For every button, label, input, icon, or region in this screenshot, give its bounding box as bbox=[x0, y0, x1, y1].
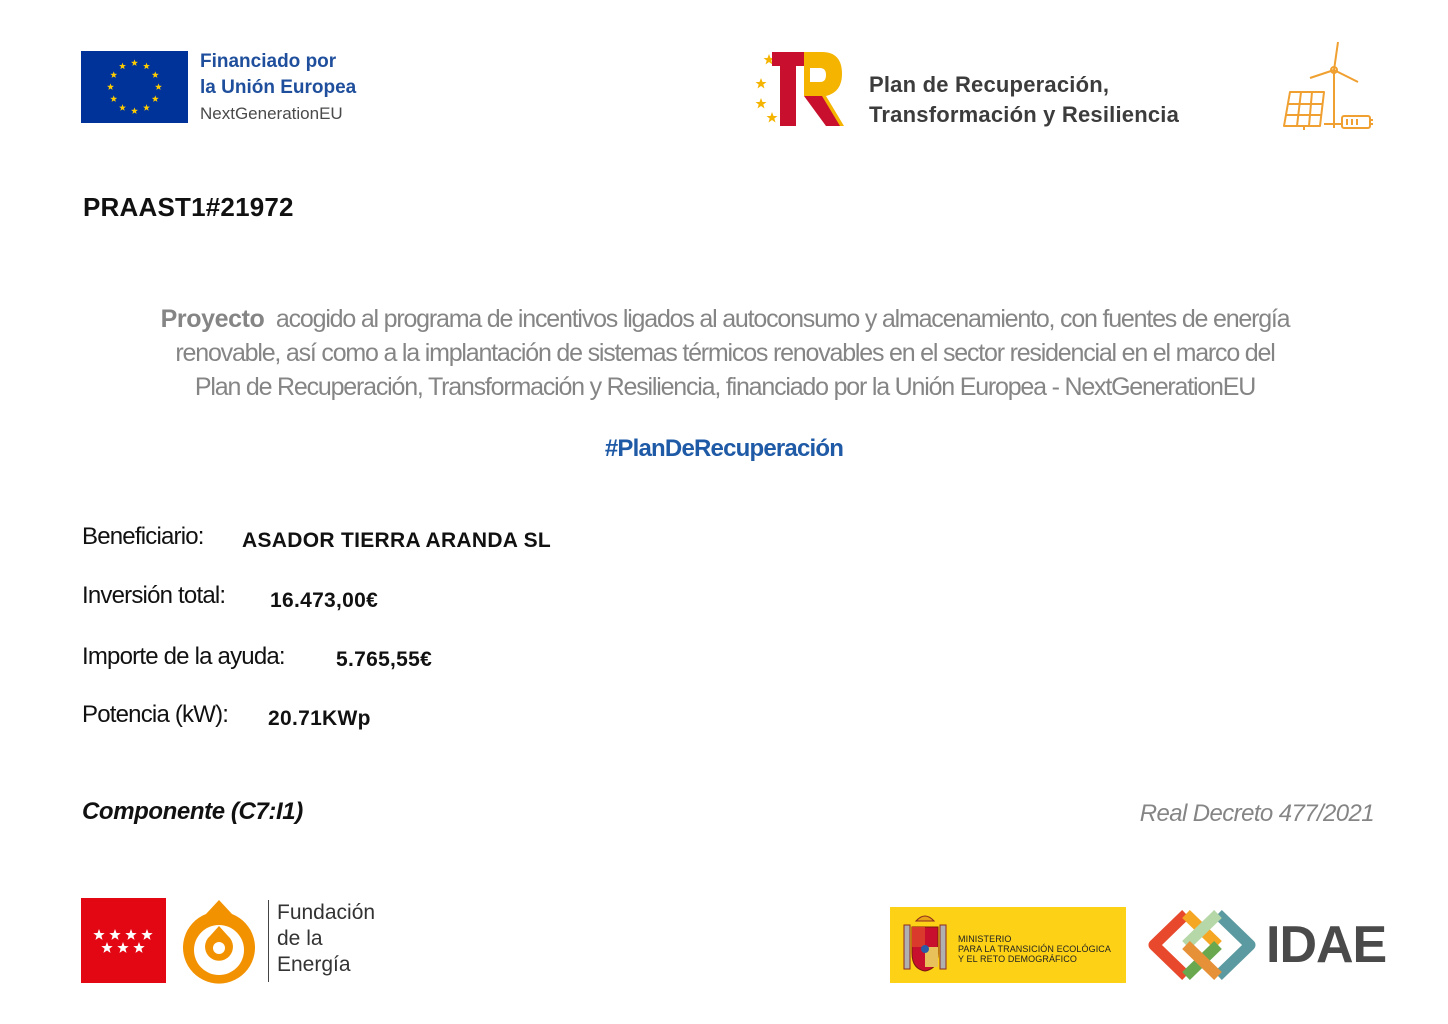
hashtag: #PlanDeRecuperación bbox=[604, 435, 844, 462]
eu-star bbox=[107, 83, 114, 90]
madrid-star bbox=[125, 929, 136, 940]
ministerio-line-1: MINISTERIO bbox=[958, 934, 1012, 944]
description-line-1 bbox=[70, 302, 1380, 336]
eu-star bbox=[152, 95, 159, 102]
idae-wordmark: IDAE bbox=[1266, 916, 1387, 974]
project-description bbox=[70, 302, 1380, 404]
eu-star bbox=[143, 63, 150, 70]
real-decreto: Real Decreto 477/2021 bbox=[1139, 800, 1374, 827]
inversion-value: 16.473,00€ bbox=[270, 589, 379, 612]
fundacion-text bbox=[277, 900, 375, 978]
potencia-label: Potencia (kW): bbox=[82, 701, 229, 728]
ministerio-text bbox=[958, 934, 1111, 964]
eu-star bbox=[152, 71, 159, 78]
prtr-logo-mark bbox=[752, 48, 852, 128]
prtr-logo-text bbox=[869, 70, 1179, 130]
eu-line-3: NextGenerationEU bbox=[200, 104, 343, 123]
eu-stars-icon bbox=[81, 51, 188, 123]
idae-knot-icon bbox=[1146, 906, 1258, 984]
fundacion-line-1: Fundación bbox=[277, 901, 376, 924]
description-line-1-text: acogido al programa de incentivos ligados al autoconsumo y almacenamiento, con fuentes de energía bbox=[275, 305, 1290, 333]
madrid-star bbox=[141, 929, 152, 940]
madrid-stars-icon bbox=[81, 898, 166, 983]
eu-star bbox=[110, 71, 117, 78]
potencia-value: 20.71KWp bbox=[268, 707, 371, 730]
inversion-label: Inversión total: bbox=[82, 582, 226, 609]
description-line-3: Plan de Recuperación, Transformación y Resiliencia, financiado por la Unión Europea - NextGenerationEU bbox=[194, 373, 1256, 401]
eu-funding-text bbox=[200, 49, 356, 127]
importe-value: 5.765,55€ bbox=[336, 648, 433, 671]
fundacion-line-3: Energía bbox=[277, 953, 351, 976]
eu-star bbox=[131, 107, 138, 114]
eu-star bbox=[119, 104, 126, 111]
madrid-star bbox=[133, 942, 144, 953]
wind-solar-battery-icon bbox=[1280, 40, 1376, 132]
fundacion-line-2: de la bbox=[277, 927, 323, 950]
madrid-star bbox=[93, 929, 104, 940]
prtr-line-2: Transformación y Resiliencia bbox=[869, 102, 1180, 127]
comunidad-madrid-flag bbox=[81, 898, 166, 983]
eu-star bbox=[131, 59, 138, 66]
eu-star bbox=[143, 104, 150, 111]
ministerio-line-3: Y EL RETO DEMOGRÁFICO bbox=[958, 954, 1077, 964]
madrid-star bbox=[101, 942, 112, 953]
eu-star bbox=[119, 63, 126, 70]
beneficiario-label: Beneficiario: bbox=[82, 523, 204, 550]
ministerio-line-2: PARA LA TRANSICIÓN ECOLÓGICA bbox=[958, 944, 1112, 954]
fundacion-divider bbox=[268, 900, 269, 982]
description-lead: Proyecto bbox=[160, 305, 265, 333]
reference-code: PRAAST1#21972 bbox=[83, 192, 294, 222]
importe-label: Importe de la ayuda: bbox=[82, 643, 285, 670]
eu-flag bbox=[81, 51, 188, 123]
prtr-line-1: Plan de Recuperación, bbox=[869, 72, 1110, 97]
eu-star bbox=[110, 95, 117, 102]
eu-line-2: la Unión Europea bbox=[200, 77, 357, 98]
madrid-star bbox=[109, 929, 120, 940]
eu-star bbox=[155, 83, 162, 90]
madrid-star bbox=[117, 942, 128, 953]
componente: Componente (C7:I1) bbox=[82, 798, 303, 825]
description-line-2: renovable, así como a la implantación de sistemas térmicos renovables en el sector residencial en el marco del bbox=[175, 339, 1275, 367]
eu-line-1: Financiado por bbox=[200, 51, 337, 72]
beneficiario-value: ASADOR TIERRA ARANDA SL bbox=[242, 529, 552, 552]
fundacion-energia-drop-icon bbox=[174, 896, 264, 986]
